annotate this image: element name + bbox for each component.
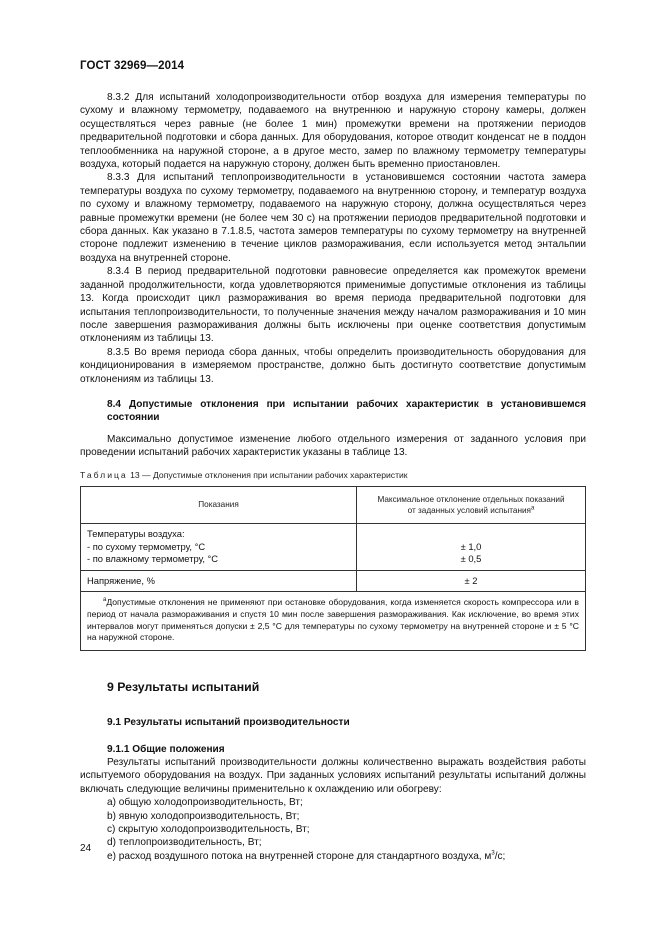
page-number: 24	[80, 843, 92, 854]
heading-9-1-1: 9.1.1 Общие положения	[107, 743, 225, 755]
paragraph-8-3-5: 8.3.5 Во время периода сбора данных, чтобы определить производительность оборудования для кондиционирования в измеряемом пространстве, должно быть достигнуто соответствие допустимым отклонениям из таблицы 13.	[80, 346, 586, 385]
dry-bulb-value: ± 1,0	[460, 540, 482, 552]
table-header-row	[81, 486, 586, 523]
paragraph-8-4: Максимально допустимое изменение любого отдельного измерения от заданного условия при проведении испытаний рабочих характеристик указаны в таблице 13.	[80, 433, 586, 459]
list-item: c) скрытую холодопроизводительность, Вт;	[107, 823, 310, 835]
document-body	[80, 91, 586, 863]
col-header-max-deviation: Максимальное отклонение отдельных показаний от заданных условий испытания$^а$	[357, 486, 586, 523]
wet-bulb-label: - по влажному термометру, °С	[87, 553, 219, 565]
paragraph-8-3-2: 8.3.2 Для испытаний холодопроизводительности отбор воздуха для измерения температуры по сухому и влажному термометру, подаваемого на внутреннюю и наружную сторону камеры, должен осуществляться через равные (не более 1 мин) промежутки времени на протяжении периодов предварительной подготовки и сбора данных. Для оборудования, которое отводит конденсат не в поддон теплообменника на наружной стороне, а в другое место, замер по влажному термометру температуры воздуха, который подается на наружную сторону, должен быть временно приостановлен.	[80, 92, 586, 171]
table-footnote: $^а$Допустимые отклонения не применяют при остановке оборудования, когда изменяется скорость компрессора или в период от начала размораживания и спустя 10 мин после завершения размораживания. Как исключение, во время этих интервалов могут применяться допуски ± 2,5 °С для температуры по сухому термометру на внутренней стороне и ± 5 °С на наружной стороне.	[81, 592, 586, 650]
results-list	[80, 796, 586, 863]
list-item: a) общую холодопроизводительность, Вт;	[107, 797, 303, 809]
dry-bulb-label: - по сухому термометру, °С	[87, 540, 206, 552]
paragraph-9-1-1: Результаты испытаний производительности должны количественно выражать воздействия работы испытуемого оборудования на воздух. При заданных условиях испытаний результаты испытаний должны включать следующие величины применительно к охлаждению или обогреву:	[80, 756, 586, 795]
temp-title: Температуры воздуха:	[87, 527, 185, 539]
table-13-caption: Таблица 13 — Допустимые отклонения при испытании рабочих характеристик	[80, 469, 408, 480]
list-item: b) явную холодопроизводительность, Вт;	[107, 810, 300, 822]
table-note-row	[81, 592, 586, 650]
section-9-title: 9 Результаты испытаний	[107, 679, 260, 694]
heading-9-1: 9.1 Результаты испытаний производительности	[107, 717, 350, 729]
table-13	[80, 486, 586, 651]
list-item: e) расход воздушного потока на внутренней стороне для стандартного воздуха, $м^3/с$;	[107, 850, 506, 862]
paragraph-8-3-4: 8.3.4 В период предварительной подготовки равновесие определяется как промежуток времени заданной продолжительности, когда удовлетворяются применимые допустимые отклонения из таблицы 13. Когда происходит цикл размораживания во время периода предварительной подготовки для испытания теплопроизводительности, то полученные значения между началом размораживания и 10 мин после завершения размораживания должны быть исключены при оценке соответствия допустимым отклонениям из таблицы 13.	[80, 266, 586, 345]
voltage-value: ± 2	[357, 570, 586, 592]
wet-bulb-value: ± 0,5	[460, 553, 482, 565]
table-row-voltage	[81, 570, 586, 592]
table-row-temperatures	[81, 523, 586, 570]
document-header: ГОСТ 32969—2014	[80, 60, 185, 72]
heading-8-4: 8.4 Допустимые отклонения при испытании рабочих характеристик в установившемся состоянии	[107, 398, 586, 424]
list-item: d) теплопроизводительность, Вт;	[107, 837, 262, 849]
voltage-label: Напряжение, %	[81, 570, 357, 592]
col-header-readings: Показания	[81, 486, 357, 523]
paragraph-8-3-3: 8.3.3 Для испытаний теплопроизводительности в установившемся состоянии частота замера температуры воздуха по сухому термометру, подаваемого на внутреннюю сторону, и температур воздуха по сухому и влажному термометру, подаваемого на наружную сторону, должна осуществляться через равные промежутки времени (не более чем 30 с) на протяжении периодов предварительной подготовки и сбора данных. Как указано в 7.1.8.5, частота замеров температуры по сухому термометру на внутренней стороне подлежит изменению в течение циклов размораживания, если используется метод энтальпии воздуха на внутренней стороне.	[80, 172, 586, 264]
